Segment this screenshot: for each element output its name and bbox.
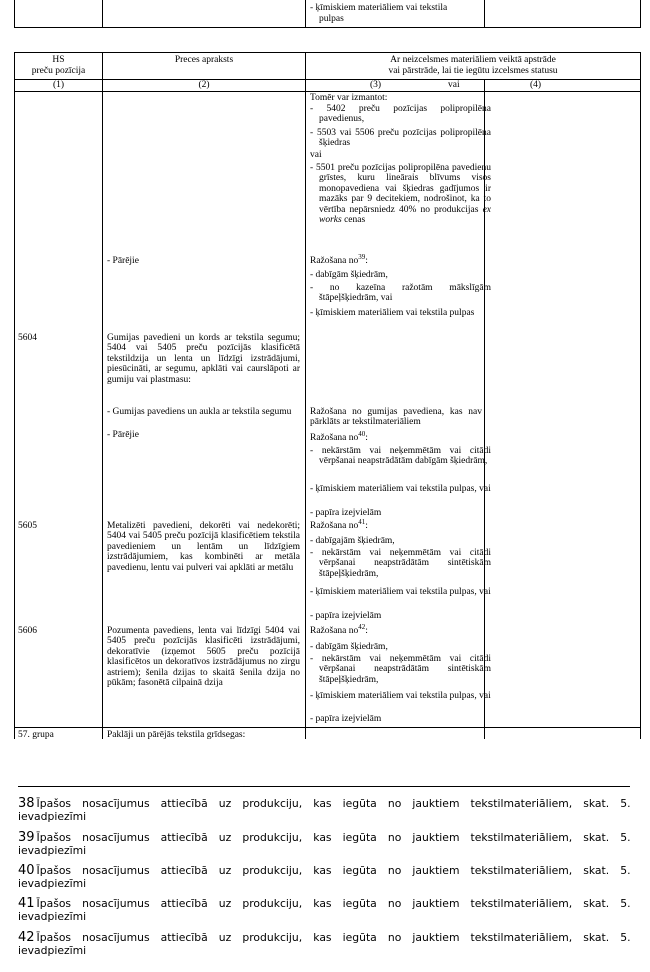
header-col-num-1: (1) [52,80,65,90]
header-processing: Ar neizcelsmes materiāliem veiktā apstrāde [390,55,556,65]
hs-code-57: 57. grupa [18,730,54,740]
footnote-text: Īpašos nosacījumus attiecībā uz produkciju, kas iegūta no jauktiem tekstilmateriāliem, skat. 5. [36,897,631,910]
header-col-num-2: (2) [198,80,210,90]
footnote-ref: 42 [358,622,366,631]
description-5604-sub1: - Gumijas pavediens un aukla ar tekstila segumu [107,407,292,417]
header-vai: vai [448,80,460,90]
hs-code-5606: 5606 [18,626,37,636]
footnote-ref: 40 [358,429,366,438]
material-5606: - dabīgām šķiedrām, [310,642,388,652]
header-col-num-4: (4) [530,80,542,90]
material-5604: - papīra izejvielām [310,508,382,518]
allowed-or: vai [310,150,322,160]
footnote-ref: 39 [358,252,366,261]
production-5604-sub2: Ražošana $no^{40}$: [310,429,368,443]
footnote-cont: ievadpiezīmi [18,843,87,857]
footnote-number: 40 [18,863,35,878]
description-5604: Gumijas pavedieni un kords ar tekstila segumu; 5404 vai 5405 preču pozīcijās klasificētā tekstildzija un lenta un līdzīgi izstrādājumi, piesūcināti, ar segumu, apklāti vai caurslāpoti ar gumiju vai plastmasu: [107,333,300,385]
material-5605: - dabīgajām šķiedrām, [310,536,395,546]
material-5605: - ķīmiskiem materiāliem vai tekstila pulpas, vai [310,587,491,597]
top-fragment-line1: - ķīmiskiem materiāliem vai tekstila [310,3,448,13]
footnote-text: Īpašos nosacījumus attiecībā uz produkciju, kas iegūta no jauktiem tekstilmateriāliem, skat. 5. [36,864,631,877]
material-5605: - nekārstām vai neķemmētām vai citādi vērpšanai neapstrādātām sintētiskām štāpeļšķiedrām, [310,548,491,579]
footnote-ref: 41 [358,517,366,526]
material-5605: - papīra izejvielām [310,611,382,621]
description-5605: Metalizēti pavedieni, dekorēti vai nedekorēti; 5404 vai 5405 preču pozīcijā klasificētiem tekstila pavedieniem un lentām un līdzīgiem izstrādājumiem, kas kombinēti ar metāla pavedienu, lentu vai pulveri vai apklāti ar metālu [107,521,300,573]
material-5604: - ķīmiskiem materiāliem vai tekstila pulpas, vai [310,484,491,494]
footnote-cont: ievadpiezīmi [18,943,87,957]
others-production: Ražošana $no^{39}$: [310,252,368,266]
others-material: - no kazeīna ražotām mākslīgām štāpeļšķiedrām, vai [310,283,491,304]
footnote [18,898,634,923]
material-5606: - ķīmiskiem materiāliem vai tekstila pulpas, vai [310,691,491,701]
footnote [18,865,634,890]
allowed-item: - 5503 vai 5506 preču pozīcijas polipropilēna šķiedras [310,128,491,149]
material-5606: - nekārstām vai neķemmētām vai citādi vērpšanai neapstrādātām sintētiskām štāpeļšķiedrām, [310,654,491,685]
footnote-cont: ievadpiezīmi [18,809,87,823]
allowed-item: - 5501 preču pozīcijas polipropilēna pavedienu grīstes, kuru lineārais blīvums visos monopavediena vai šķiedras gadījumos ir mazāks par 9 decitekiem, nodrošinot, ka to vērtība nepārsniedz 40% no produkcijas ex works cenas [310,163,491,226]
header-processing-sub: vai pārstrāde, lai tie iegūtu izcelsmes statusu [388,66,558,76]
footnote-text: Īpašos nosacījumus attiecībā uz produkciju, kas iegūta no jauktiem tekstilmateriāliem, skat. 5. [36,831,631,844]
others-material: - dabīgām šķiedrām, [310,270,388,280]
header-description: Preces apraksts [174,55,234,65]
allowed-intro: Tomēr var izmantot: [310,93,388,103]
material-5604: - nekārstām vai neķemmētām vai citādi vērpšanai neapstrādātām dabīgām šķiedrām, [310,446,491,467]
production-5604-sub1: Ražošana no gumijas pavediena, kas nav pārklāts ar tekstilmateriāliem [310,407,482,428]
footnote-cont: ievadpiezīmi [18,909,87,923]
footnote-text: Īpašos nosacījumus attiecībā uz produkciju, kas iegūta no jauktiem tekstilmateriāliem, skat. 5. [36,797,631,810]
footnote [18,832,634,857]
allowed-item: - 5402 preču pozīcijas polipropilēna pavedienus, [310,104,491,125]
footnote [18,932,634,957]
footnote-cont: ievadpiezīmi [18,876,87,890]
footnote-number: 42 [18,930,35,945]
header-hs-sub: preču pozīcija [31,66,86,76]
description-57: Paklāji un pārējās tekstila grīdsegas: [107,730,246,740]
others-material: - ķīmiskiem materiāliem vai tekstila pulpas [310,308,475,318]
footnote [18,798,634,823]
hs-code-5605: 5605 [18,521,37,531]
production-5606: Ražošana $no^{42}$: [310,622,368,636]
production-5605: Ražošana $no^{41}$: [310,517,368,531]
footnote-number: 39 [18,830,35,845]
description-5604-sub2: - Pārējie [107,430,139,440]
footnote-number: 41 [18,896,35,911]
material-5606: - papīra izejvielām [310,714,382,724]
header-col-num-3: (3) [370,80,382,90]
hs-code-5604: 5604 [18,333,37,343]
footnote-number: 38 [18,796,35,811]
others-description: - Pārējie [107,256,139,266]
footnote-text: Īpašos nosacījumus attiecībā uz produkciju, kas iegūta no jauktiem tekstilmateriāliem, skat. 5. [36,931,631,944]
header-hs: HS [52,55,65,65]
description-5606: Pozumenta pavediens, lenta vai līdzīgi 5404 vai 5405 preču pozīcijās klasificēti izstrādājumi, dekoratīvie (izņemot 5605 preču pozīcijā klasificētos un dekoratīvos izstrādājumus no zirgu astriem); šenila dzijas to skaitā šenila dzija no pūkām; fasonētā cilpainā dzija [107,626,300,689]
top-fragment-line2: pulpas [319,14,344,24]
